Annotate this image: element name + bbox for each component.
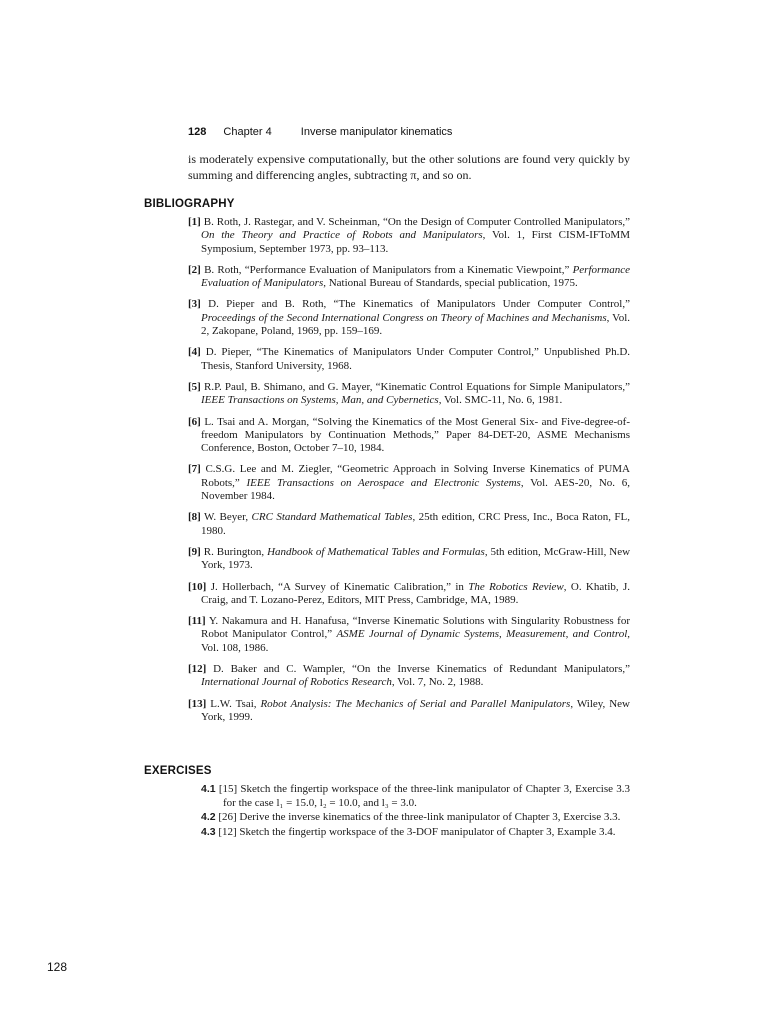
reference-item bbox=[188, 416, 630, 456]
reference-source: Proceedings of the Second International Congress on Theory of Machines and Mechanisms bbox=[201, 311, 607, 324]
reference-number: [1] bbox=[188, 216, 201, 228]
reference-item bbox=[188, 381, 630, 408]
reference-text: D. Pieper, “The Kinematics of Manipulators Under Computer Control,” Unpublished Ph.D. Thesis, Stanford University, 1968. bbox=[201, 346, 631, 372]
reference-number: [3] bbox=[188, 298, 201, 311]
header-chapter: Chapter 4 bbox=[223, 126, 272, 138]
reference-details: , Wiley, New York, 1999. bbox=[201, 697, 631, 723]
reference-details: , Vol. 1, First CISM-IFToMM Symposium, September 1973, pp. 93–113. bbox=[201, 229, 630, 255]
reference-item bbox=[188, 463, 630, 503]
reference-source: International Journal of Robotics Research bbox=[201, 676, 392, 689]
reference-source: The Robotics Review bbox=[468, 580, 564, 593]
exercise-text: [12] Sketch the fingertip workspace of the 3-DOF manipulator of Chapter 3, Example 3.4. bbox=[218, 825, 616, 838]
reference-source: ASME Journal of Dynamic Systems, Measurement, and Control bbox=[336, 628, 628, 641]
reference-text: W. Beyer, bbox=[204, 511, 252, 524]
reference-text: Y. Nakamura and H. Hanafusa, “Inverse Kinematic Solutions with Singularity Robustness for Robot Manipulator Control,” bbox=[201, 615, 630, 641]
reference-item bbox=[188, 346, 630, 373]
reference-source: Performance Evaluation of Manipulators bbox=[201, 263, 630, 290]
reference-number: [4] bbox=[188, 346, 201, 359]
intro-paragraph: is moderately expensive computationally, but the other solutions are found very quickly by summing and differencing angles, subtracting π, and so on. bbox=[188, 152, 630, 182]
reference-text: D. Baker and C. Wampler, “On the Inverse Kinematics of Redundant Manipulators,” bbox=[213, 663, 630, 676]
reference-item bbox=[188, 298, 630, 338]
reference-text: R. Burington, bbox=[203, 545, 268, 558]
reference-details: , Vol. 7, No. 2, 1988. bbox=[391, 676, 484, 689]
reference-source: CRC Standard Mathematical Tables bbox=[251, 511, 413, 524]
reference-item bbox=[188, 581, 630, 608]
exercise-number: 4.1 bbox=[201, 783, 216, 795]
reference-text: D. Pieper and B. Roth, “The Kinematics of Manipulators Under Computer Control,” bbox=[208, 298, 631, 311]
reference-number: [6] bbox=[188, 415, 201, 428]
reference-number: [11] bbox=[188, 615, 206, 628]
reference-number: [13] bbox=[188, 697, 207, 710]
reference-source: IEEE Transactions on Aerospace and Electronic Systems bbox=[246, 476, 521, 489]
reference-number: [7] bbox=[188, 463, 201, 476]
reference-source: IEEE Transactions on Systems, Man, and Cybernetics bbox=[201, 394, 439, 407]
reference-number: [8] bbox=[188, 511, 201, 524]
reference-number: [10] bbox=[188, 580, 207, 593]
exercise-list bbox=[201, 783, 630, 840]
exercise-text: [26] Derive the inverse kinematics of the three-link manipulator of Chapter 3, Exercise 3.3. bbox=[218, 811, 621, 823]
reference-item bbox=[188, 546, 630, 573]
reference-details: , Vol. 2, Zakopane, Poland, 1969, pp. 159–169. bbox=[201, 311, 631, 338]
reference-text: B. Roth, J. Rastegar, and V. Scheinman, “On the Design of Computer Controlled Manipulators,” bbox=[203, 216, 630, 228]
reference-item bbox=[188, 216, 630, 256]
reference-item bbox=[188, 663, 630, 690]
exercise-item bbox=[201, 826, 630, 840]
reference-number: [2] bbox=[188, 263, 201, 276]
header-page-number: 128 bbox=[188, 126, 207, 138]
reference-item bbox=[188, 698, 630, 725]
exercise-text: [15] Sketch the fingertip workspace of the three-link manipulator of Chapter 3, Exercise 3.3 for the case l₁ = 15.0, l₂ = 10.0, and l₃ = 3.0. bbox=[218, 783, 631, 809]
running-header bbox=[188, 126, 452, 138]
exercise-number: 4.3 bbox=[201, 825, 216, 838]
bibliography-heading: BIBLIOGRAPHY bbox=[144, 198, 235, 210]
reference-details: , Vol. 108, 1986. bbox=[201, 628, 631, 654]
reference-text: J. Hollerbach, “A Survey of Kinematic Calibration,” in bbox=[210, 580, 469, 593]
reference-details: , National Bureau of Standards, special publication, 1975. bbox=[323, 277, 578, 290]
reference-number: [12] bbox=[188, 663, 207, 676]
reference-text: L.W. Tsai, bbox=[210, 697, 261, 710]
header-title: Inverse manipulator kinematics bbox=[300, 126, 453, 138]
reference-item bbox=[188, 264, 630, 291]
reference-details: , 25th edition, CRC Press, Inc., Boca Raton, FL, 1980. bbox=[201, 511, 630, 537]
reference-source: On the Theory and Practice of Robots and Manipulators bbox=[201, 229, 483, 242]
footer-page-number: 128 bbox=[47, 960, 68, 974]
reference-text: L. Tsai and A. Morgan, “Solving the Kinematics of the Most General Six- and Five-degree-of-freedom Manipulators by Continuation Methods,” Paper 84-DET-20, ASME Mechanisms Conference, Boston, October 7–10, 1984. bbox=[201, 415, 631, 455]
exercise-number: 4.2 bbox=[201, 811, 216, 823]
exercise-item bbox=[201, 811, 630, 825]
reference-item bbox=[188, 615, 630, 655]
reference-details: , 5th edition, McGraw-Hill, New York, 1973. bbox=[201, 545, 631, 572]
reference-details: , Vol. AES-20, No. 6, November 1984. bbox=[201, 476, 630, 503]
reference-source: Handbook of Mathematical Tables and Formulas bbox=[267, 545, 485, 558]
reference-number: [5] bbox=[188, 380, 201, 393]
reference-text: C.S.G. Lee and M. Ziegler, “Geometric Approach in Solving Inverse Kinematics of PUMA Robots,” bbox=[201, 463, 630, 489]
reference-list bbox=[188, 216, 630, 732]
reference-details: , Vol. SMC-11, No. 6, 1981. bbox=[438, 394, 563, 407]
reference-text: B. Roth, “Performance Evaluation of Manipulators from a Kinematic Viewpoint,” bbox=[204, 263, 573, 276]
reference-item bbox=[188, 511, 630, 538]
reference-source: Robot Analysis: The Mechanics of Serial and Parallel Manipulators bbox=[260, 697, 571, 710]
exercises-heading: EXERCISES bbox=[144, 765, 212, 777]
exercise-item bbox=[201, 783, 630, 810]
reference-details: , O. Khatib, J. Craig, and T. Lozano-Perez, Editors, MIT Press, Cambridge, MA, 1989. bbox=[201, 580, 631, 606]
reference-text: R.P. Paul, B. Shimano, and G. Mayer, “Kinematic Control Equations for Simple Manipulators,” bbox=[203, 380, 630, 393]
reference-number: [9] bbox=[188, 545, 201, 558]
